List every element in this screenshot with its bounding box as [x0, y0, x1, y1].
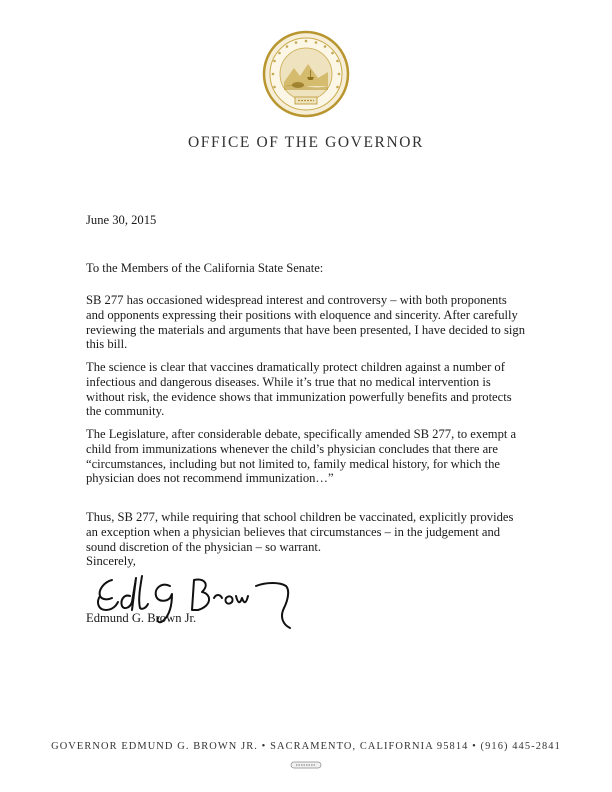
- footer-address: GOVERNOR EDMUND G. BROWN JR. • SACRAMENTO, CALIFORNIA 95814 • (916) 445-2841: [51, 741, 561, 752]
- footer-seal-icon: [290, 760, 322, 770]
- paragraph-2: The science is clear that vaccines dramatically protect children against a number of infectious and dangerous diseases. While it’s true that no medical intervention is without risk, the evidence shows that immunization powerfully benefits and protects the community.: [86, 360, 512, 419]
- letter-date: June 30, 2015: [86, 213, 157, 227]
- paragraph-3: The Legislature, after considerable debate, specifically amended SB 277, to exempt a child from immunizations whenever the child’s physician concludes that there are “circumstances, including but not limited to, family medical history, for which the physician does not recommend immunization…”: [86, 427, 517, 486]
- salutation: To the Members of the California State Senate:: [86, 261, 324, 275]
- paragraph-1: SB 277 has occasioned widespread interest and controversy – with both proponents and opponents expressing their positions with eloquence and sincerity. After carefully reviewing the materials and arguments that have been presented, I have decided to sign this bill.: [86, 293, 525, 352]
- paragraph-4: Thus, SB 277, while requiring that school children be vaccinated, explicitly provides an exception when a physician believes that circumstances – in the judgement and sound discretion of the physician – so warrant.: [86, 510, 514, 554]
- signer-name: Edmund G. Brown Jr.: [86, 611, 197, 625]
- office-title: OFFICE OF THE GOVERNOR: [187, 134, 424, 151]
- state-seal-icon: [262, 30, 350, 118]
- closing: Sincerely,: [86, 554, 136, 568]
